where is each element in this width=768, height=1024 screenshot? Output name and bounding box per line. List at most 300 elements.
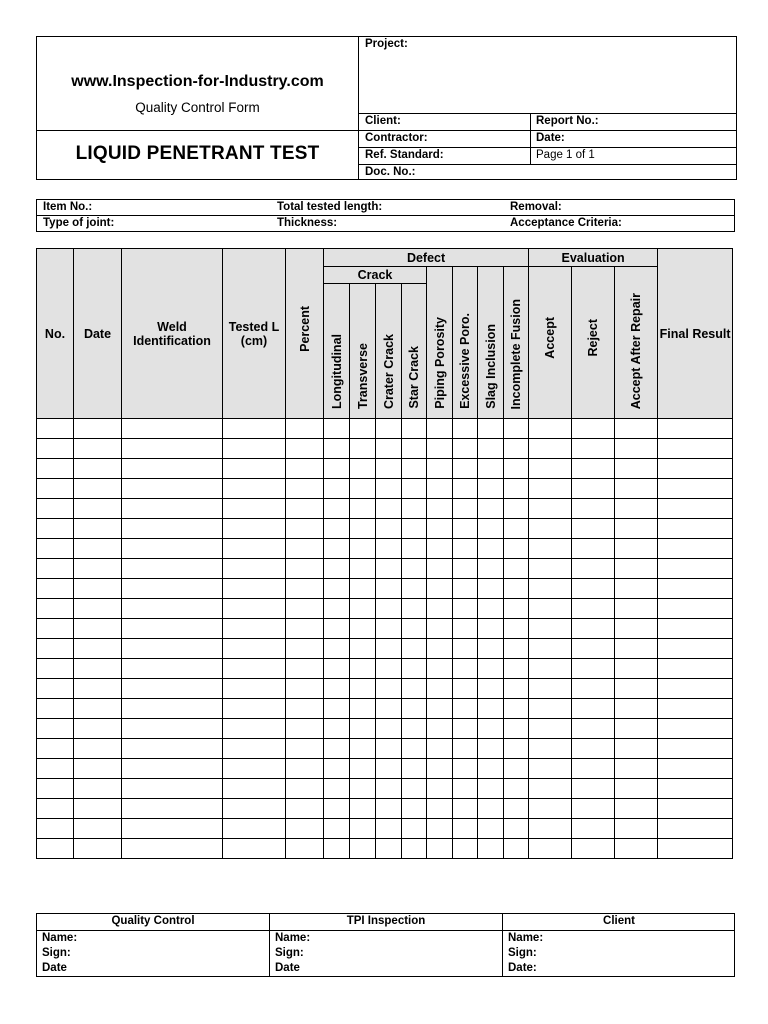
table-cell[interactable] (223, 419, 286, 439)
table-cell[interactable] (572, 719, 615, 739)
table-cell[interactable] (572, 679, 615, 699)
table-cell[interactable] (350, 639, 376, 659)
table-cell[interactable] (615, 779, 658, 799)
table-cell[interactable] (37, 599, 74, 619)
table-cell[interactable] (286, 679, 324, 699)
table-cell[interactable] (350, 459, 376, 479)
table-cell[interactable] (504, 819, 529, 839)
table-cell[interactable] (529, 759, 572, 779)
table-cell[interactable] (453, 719, 478, 739)
table-cell[interactable] (223, 819, 286, 839)
table-cell[interactable] (286, 559, 324, 579)
table-cell[interactable] (223, 499, 286, 519)
table-cell[interactable] (427, 819, 453, 839)
table-cell[interactable] (37, 759, 74, 779)
table-cell[interactable] (74, 679, 122, 699)
table-cell[interactable] (572, 579, 615, 599)
table-cell[interactable] (529, 479, 572, 499)
table-cell[interactable] (658, 819, 733, 839)
table-cell[interactable] (529, 539, 572, 559)
table-cell[interactable] (572, 439, 615, 459)
table-cell[interactable] (122, 459, 223, 479)
table-cell[interactable] (376, 699, 402, 719)
table-cell[interactable] (37, 539, 74, 559)
table-cell[interactable] (74, 639, 122, 659)
table-cell[interactable] (402, 759, 427, 779)
table-cell[interactable] (658, 619, 733, 639)
table-cell[interactable] (122, 519, 223, 539)
table-cell[interactable] (324, 819, 350, 839)
table-cell[interactable] (286, 479, 324, 499)
table-cell[interactable] (223, 839, 286, 859)
table-cell[interactable] (453, 699, 478, 719)
table-cell[interactable] (350, 719, 376, 739)
doc-no-field[interactable]: Doc. No.: (365, 166, 416, 178)
table-cell[interactable] (223, 479, 286, 499)
table-cell[interactable] (478, 439, 504, 459)
table-cell[interactable] (324, 479, 350, 499)
table-cell[interactable] (37, 479, 74, 499)
table-cell[interactable] (122, 839, 223, 859)
table-cell[interactable] (74, 779, 122, 799)
table-cell[interactable] (402, 819, 427, 839)
table-cell[interactable] (427, 439, 453, 459)
table-cell[interactable] (615, 659, 658, 679)
table-cell[interactable] (402, 539, 427, 559)
table-cell[interactable] (572, 419, 615, 439)
table-cell[interactable] (453, 419, 478, 439)
table-cell[interactable] (529, 659, 572, 679)
table-cell[interactable] (615, 519, 658, 539)
table-cell[interactable] (478, 819, 504, 839)
table-cell[interactable] (478, 739, 504, 759)
table-cell[interactable] (74, 499, 122, 519)
table-cell[interactable] (572, 499, 615, 519)
table-cell[interactable] (286, 599, 324, 619)
table-cell[interactable] (504, 799, 529, 819)
table-cell[interactable] (37, 519, 74, 539)
table-cell[interactable] (37, 459, 74, 479)
table-cell[interactable] (615, 619, 658, 639)
table-cell[interactable] (478, 599, 504, 619)
table-cell[interactable] (74, 659, 122, 679)
table-cell[interactable] (478, 479, 504, 499)
table-cell[interactable] (286, 799, 324, 819)
table-cell[interactable] (376, 679, 402, 699)
table-cell[interactable] (122, 699, 223, 719)
table-cell[interactable] (427, 739, 453, 759)
table-cell[interactable] (529, 739, 572, 759)
table-cell[interactable] (376, 619, 402, 639)
table-cell[interactable] (286, 539, 324, 559)
table-cell[interactable] (658, 559, 733, 579)
table-cell[interactable] (122, 779, 223, 799)
table-cell[interactable] (324, 639, 350, 659)
table-cell[interactable] (74, 559, 122, 579)
table-cell[interactable] (453, 479, 478, 499)
table-cell[interactable] (376, 639, 402, 659)
table-cell[interactable] (122, 419, 223, 439)
table-cell[interactable] (37, 779, 74, 799)
table-cell[interactable] (324, 759, 350, 779)
table-cell[interactable] (37, 439, 74, 459)
table-cell[interactable] (427, 539, 453, 559)
table-cell[interactable] (223, 559, 286, 579)
table-cell[interactable] (529, 699, 572, 719)
table-cell[interactable] (658, 579, 733, 599)
table-cell[interactable] (504, 679, 529, 699)
table-cell[interactable] (427, 419, 453, 439)
table-cell[interactable] (122, 439, 223, 459)
table-cell[interactable] (615, 679, 658, 699)
table-cell[interactable] (74, 579, 122, 599)
table-cell[interactable] (37, 619, 74, 639)
table-cell[interactable] (223, 439, 286, 459)
table-cell[interactable] (504, 659, 529, 679)
table-cell[interactable] (529, 519, 572, 539)
table-cell[interactable] (453, 499, 478, 519)
table-cell[interactable] (350, 819, 376, 839)
table-cell[interactable] (453, 459, 478, 479)
table-cell[interactable] (427, 759, 453, 779)
table-cell[interactable] (504, 739, 529, 759)
table-cell[interactable] (286, 419, 324, 439)
table-cell[interactable] (324, 419, 350, 439)
table-cell[interactable] (122, 559, 223, 579)
table-cell[interactable] (122, 819, 223, 839)
table-cell[interactable] (324, 599, 350, 619)
table-cell[interactable] (286, 499, 324, 519)
table-cell[interactable] (402, 739, 427, 759)
table-cell[interactable] (223, 579, 286, 599)
table-cell[interactable] (350, 599, 376, 619)
table-cell[interactable] (122, 679, 223, 699)
table-cell[interactable] (223, 599, 286, 619)
table-cell[interactable] (615, 419, 658, 439)
table-cell[interactable] (122, 659, 223, 679)
table-cell[interactable] (350, 779, 376, 799)
table-cell[interactable] (324, 439, 350, 459)
table-cell[interactable] (402, 619, 427, 639)
table-cell[interactable] (402, 719, 427, 739)
table-cell[interactable] (402, 699, 427, 719)
table-cell[interactable] (427, 659, 453, 679)
table-cell[interactable] (376, 759, 402, 779)
table-cell[interactable] (324, 459, 350, 479)
table-cell[interactable] (453, 799, 478, 819)
table-cell[interactable] (122, 719, 223, 739)
ref-standard-field[interactable]: Ref. Standard: (365, 149, 444, 161)
table-cell[interactable] (529, 579, 572, 599)
table-cell[interactable] (37, 839, 74, 859)
date-field[interactable]: Date: (536, 132, 565, 144)
total-length-field[interactable]: Total tested length: (277, 201, 383, 213)
table-cell[interactable] (37, 419, 74, 439)
table-cell[interactable] (37, 559, 74, 579)
table-cell[interactable] (504, 719, 529, 739)
table-cell[interactable] (324, 739, 350, 759)
table-cell[interactable] (350, 839, 376, 859)
table-cell[interactable] (615, 599, 658, 619)
table-cell[interactable] (658, 539, 733, 559)
table-cell[interactable] (350, 559, 376, 579)
table-cell[interactable] (427, 699, 453, 719)
table-cell[interactable] (478, 419, 504, 439)
table-cell[interactable] (529, 619, 572, 639)
table-cell[interactable] (658, 479, 733, 499)
table-cell[interactable] (572, 839, 615, 859)
table-cell[interactable] (427, 499, 453, 519)
table-cell[interactable] (478, 619, 504, 639)
table-cell[interactable] (615, 439, 658, 459)
table-cell[interactable] (74, 739, 122, 759)
table-cell[interactable] (504, 419, 529, 439)
table-cell[interactable] (286, 779, 324, 799)
table-cell[interactable] (529, 639, 572, 659)
table-cell[interactable] (286, 439, 324, 459)
table-cell[interactable] (376, 599, 402, 619)
table-cell[interactable] (615, 799, 658, 819)
table-cell[interactable] (658, 759, 733, 779)
table-cell[interactable] (350, 579, 376, 599)
table-cell[interactable] (350, 759, 376, 779)
table-cell[interactable] (658, 699, 733, 719)
table-cell[interactable] (376, 799, 402, 819)
table-cell[interactable] (529, 819, 572, 839)
table-cell[interactable] (37, 499, 74, 519)
table-cell[interactable] (223, 539, 286, 559)
table-cell[interactable] (376, 779, 402, 799)
table-cell[interactable] (572, 639, 615, 659)
table-cell[interactable] (615, 479, 658, 499)
table-cell[interactable] (658, 719, 733, 739)
table-cell[interactable] (453, 579, 478, 599)
table-cell[interactable] (122, 539, 223, 559)
table-cell[interactable] (122, 499, 223, 519)
table-cell[interactable] (223, 779, 286, 799)
table-cell[interactable] (376, 559, 402, 579)
table-cell[interactable] (658, 799, 733, 819)
thickness-field[interactable]: Thickness: (277, 217, 338, 229)
table-cell[interactable] (529, 719, 572, 739)
table-cell[interactable] (350, 659, 376, 679)
table-cell[interactable] (223, 719, 286, 739)
table-cell[interactable] (74, 699, 122, 719)
table-cell[interactable] (37, 819, 74, 839)
table-cell[interactable] (402, 559, 427, 579)
sign-date-field[interactable]: Date (42, 962, 67, 974)
table-cell[interactable] (529, 559, 572, 579)
table-cell[interactable] (504, 539, 529, 559)
table-cell[interactable] (615, 559, 658, 579)
table-cell[interactable] (402, 679, 427, 699)
table-cell[interactable] (37, 639, 74, 659)
table-cell[interactable] (37, 699, 74, 719)
table-cell[interactable] (504, 759, 529, 779)
table-cell[interactable] (427, 559, 453, 579)
table-cell[interactable] (74, 719, 122, 739)
table-cell[interactable] (658, 599, 733, 619)
table-cell[interactable] (529, 459, 572, 479)
table-cell[interactable] (402, 459, 427, 479)
table-cell[interactable] (529, 439, 572, 459)
table-cell[interactable] (478, 639, 504, 659)
sign-sign-field[interactable]: Sign: (275, 947, 304, 959)
table-cell[interactable] (122, 739, 223, 759)
table-cell[interactable] (74, 419, 122, 439)
table-cell[interactable] (223, 659, 286, 679)
table-cell[interactable] (122, 579, 223, 599)
table-cell[interactable] (529, 419, 572, 439)
table-cell[interactable] (453, 659, 478, 679)
contractor-field[interactable]: Contractor: (365, 132, 428, 144)
table-cell[interactable] (658, 499, 733, 519)
table-cell[interactable] (286, 579, 324, 599)
table-cell[interactable] (427, 779, 453, 799)
table-cell[interactable] (350, 699, 376, 719)
table-cell[interactable] (350, 499, 376, 519)
table-cell[interactable] (122, 619, 223, 639)
table-cell[interactable] (427, 639, 453, 659)
table-cell[interactable] (376, 479, 402, 499)
table-cell[interactable] (37, 719, 74, 739)
table-cell[interactable] (223, 699, 286, 719)
table-cell[interactable] (37, 659, 74, 679)
table-cell[interactable] (402, 599, 427, 619)
table-cell[interactable] (529, 839, 572, 859)
table-cell[interactable] (223, 459, 286, 479)
table-cell[interactable] (350, 519, 376, 539)
table-cell[interactable] (122, 479, 223, 499)
table-cell[interactable] (615, 459, 658, 479)
table-cell[interactable] (478, 539, 504, 559)
table-cell[interactable] (122, 599, 223, 619)
table-cell[interactable] (453, 539, 478, 559)
table-cell[interactable] (324, 539, 350, 559)
table-cell[interactable] (350, 479, 376, 499)
table-cell[interactable] (453, 759, 478, 779)
table-cell[interactable] (223, 759, 286, 779)
table-cell[interactable] (376, 439, 402, 459)
table-cell[interactable] (572, 479, 615, 499)
table-cell[interactable] (223, 799, 286, 819)
report-no-field[interactable]: Report No.: (536, 115, 599, 127)
table-cell[interactable] (504, 839, 529, 859)
sign-sign-field[interactable]: Sign: (42, 947, 71, 959)
table-cell[interactable] (478, 459, 504, 479)
item-no-field[interactable]: Item No.: (43, 201, 93, 213)
table-cell[interactable] (572, 559, 615, 579)
removal-field[interactable]: Removal: (510, 201, 562, 213)
table-cell[interactable] (324, 719, 350, 739)
table-cell[interactable] (529, 499, 572, 519)
table-cell[interactable] (529, 679, 572, 699)
table-cell[interactable] (453, 439, 478, 459)
sign-name-field[interactable]: Name: (508, 932, 544, 944)
table-cell[interactable] (122, 639, 223, 659)
table-cell[interactable] (572, 739, 615, 759)
table-cell[interactable] (615, 739, 658, 759)
table-cell[interactable] (223, 519, 286, 539)
table-cell[interactable] (427, 459, 453, 479)
table-cell[interactable] (504, 579, 529, 599)
table-cell[interactable] (402, 519, 427, 539)
table-cell[interactable] (529, 799, 572, 819)
table-cell[interactable] (324, 699, 350, 719)
table-cell[interactable] (529, 779, 572, 799)
table-cell[interactable] (427, 479, 453, 499)
table-cell[interactable] (376, 839, 402, 859)
table-cell[interactable] (615, 579, 658, 599)
table-cell[interactable] (478, 799, 504, 819)
table-cell[interactable] (350, 539, 376, 559)
table-cell[interactable] (376, 719, 402, 739)
table-cell[interactable] (427, 679, 453, 699)
table-cell[interactable] (324, 579, 350, 599)
table-cell[interactable] (658, 419, 733, 439)
table-cell[interactable] (74, 759, 122, 779)
table-cell[interactable] (615, 819, 658, 839)
table-cell[interactable] (286, 659, 324, 679)
table-cell[interactable] (350, 739, 376, 759)
table-cell[interactable] (504, 439, 529, 459)
table-cell[interactable] (402, 479, 427, 499)
type-of-joint-field[interactable]: Type of joint: (43, 217, 115, 229)
sign-name-field[interactable]: Name: (42, 932, 78, 944)
table-cell[interactable] (478, 779, 504, 799)
table-cell[interactable] (74, 819, 122, 839)
table-cell[interactable] (427, 719, 453, 739)
sign-name-field[interactable]: Name: (275, 932, 311, 944)
table-cell[interactable] (478, 759, 504, 779)
table-cell[interactable] (572, 759, 615, 779)
table-cell[interactable] (453, 739, 478, 759)
table-cell[interactable] (74, 619, 122, 639)
table-cell[interactable] (402, 779, 427, 799)
table-cell[interactable] (453, 619, 478, 639)
table-cell[interactable] (376, 819, 402, 839)
table-cell[interactable] (402, 659, 427, 679)
table-cell[interactable] (37, 739, 74, 759)
table-cell[interactable] (74, 839, 122, 859)
table-cell[interactable] (223, 739, 286, 759)
table-cell[interactable] (572, 779, 615, 799)
table-cell[interactable] (478, 559, 504, 579)
table-cell[interactable] (504, 699, 529, 719)
table-cell[interactable] (37, 799, 74, 819)
table-cell[interactable] (658, 519, 733, 539)
table-cell[interactable] (572, 619, 615, 639)
table-cell[interactable] (402, 639, 427, 659)
table-cell[interactable] (74, 479, 122, 499)
table-cell[interactable] (324, 559, 350, 579)
table-cell[interactable] (427, 519, 453, 539)
table-cell[interactable] (376, 739, 402, 759)
table-cell[interactable] (615, 759, 658, 779)
table-cell[interactable] (74, 459, 122, 479)
table-cell[interactable] (286, 719, 324, 739)
table-cell[interactable] (658, 639, 733, 659)
table-cell[interactable] (572, 799, 615, 819)
table-cell[interactable] (658, 659, 733, 679)
table-cell[interactable] (427, 599, 453, 619)
table-cell[interactable] (504, 479, 529, 499)
table-cell[interactable] (504, 459, 529, 479)
table-cell[interactable] (286, 459, 324, 479)
table-cell[interactable] (324, 799, 350, 819)
table-cell[interactable] (658, 779, 733, 799)
table-cell[interactable] (402, 499, 427, 519)
